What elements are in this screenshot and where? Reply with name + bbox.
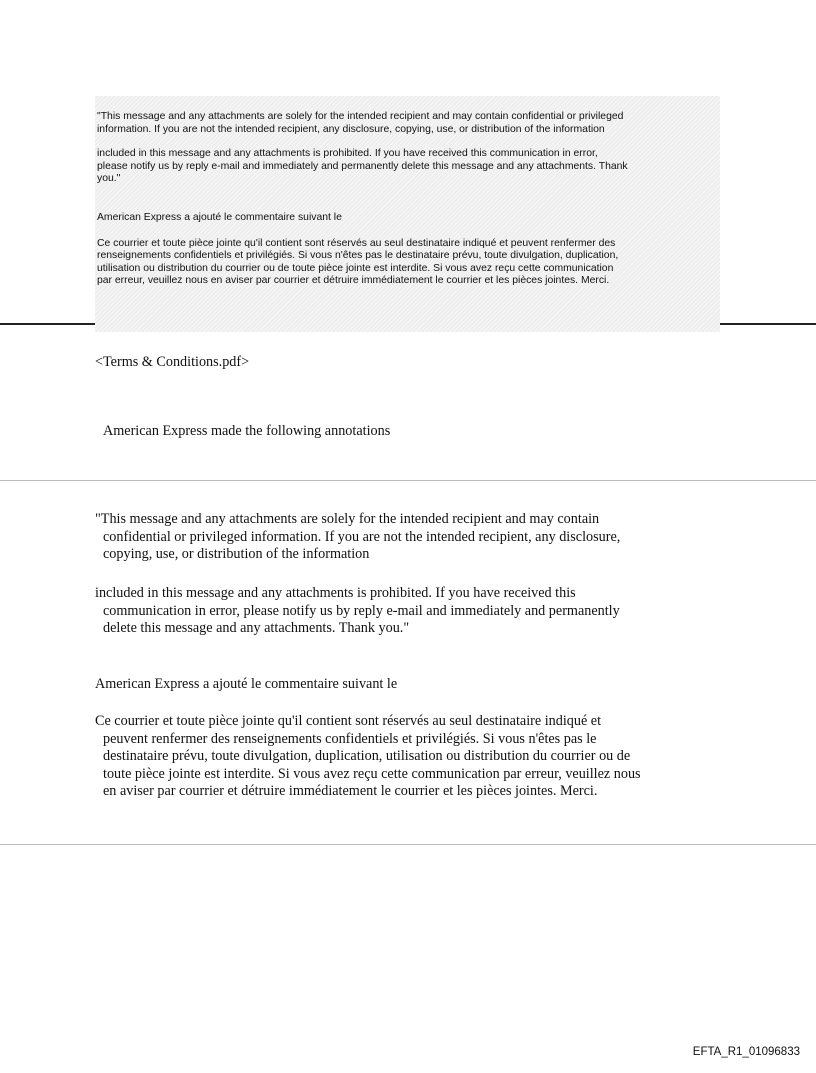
paragraph-line: peuvent renfermer des renseignements confidentiels et privilégiés. Si vous n'êtes pas le	[103, 730, 597, 747]
english-disclaimer-paragraph-1	[95, 511, 735, 564]
divider-left	[0, 323, 95, 325]
disclaimer-line: included in this message and any attachments is prohibited. If you have received this communication in error,	[97, 148, 598, 160]
french-disclaimer-line: Ce courrier et toute pièce jointe qu'il contient sont réservés au seul destinataire indiqué et peuvent renfermer des	[97, 237, 616, 249]
french-disclaimer-line: par erreur, veuillez nous en aviser par courrier et détruire immédiatement le courrier et les pièces jointes. Merci.	[97, 275, 610, 287]
divider	[0, 844, 816, 845]
shaded-disclaimer-block	[95, 96, 720, 332]
paragraph-line: confidential or privileged information. If you are not the intended recipient, any disclosure,	[103, 528, 621, 545]
paragraph-line: American Express a ajouté le commentaire suivant le	[95, 676, 398, 692]
french-comment-heading	[95, 676, 735, 694]
paragraph-line: toute pièce jointe est interdite. Si vous avez reçu cette communication par erreur, veuillez nous	[103, 765, 641, 782]
french-disclaimer-paragraph	[95, 713, 735, 801]
disclaimer-line: information. If you are not the intended recipient, any disclosure, copying, use, or distribution of the information	[97, 123, 605, 135]
paragraph-line: destinataire prévu, toute divulgation, duplication, utilisation ou distribution du courrier ou de	[103, 748, 631, 764]
disclaimer-line: please notify us by reply e-mail and immediately and permanently delete this message and any attachments. Thank	[97, 160, 628, 172]
attachment-name[interactable]: <Terms & Conditions.pdf>	[95, 354, 250, 370]
paragraph-line: copying, use, or distribution of the information	[103, 546, 370, 562]
disclaimer-line: you."	[97, 173, 121, 185]
paragraph-line: included in this message and any attachments is prohibited. If you have received this	[95, 585, 576, 601]
english-disclaimer-paragraph-2	[95, 585, 735, 638]
paragraph-line: "This message and any attachments are solely for the intended recipient and may contain	[95, 511, 600, 527]
disclaimer-line: "This message and any attachments are solely for the intended recipient and may contain confidential or privileged	[97, 111, 624, 122]
french-comment-heading: American Express a ajouté le commentaire suivant le	[97, 211, 342, 223]
paragraph-line: Ce courrier et toute pièce jointe qu'il contient sont réservés au seul destinataire indiqué et	[95, 713, 602, 729]
french-disclaimer-line: utilisation ou distribution du courrier ou de toute pièce jointe est interdite. Si vous avez reçu cette communication	[97, 262, 614, 274]
divider	[0, 480, 816, 481]
paragraph-line: delete this message and any attachments. Thank you."	[103, 620, 410, 636]
annotation-heading: American Express made the following annotations	[103, 423, 391, 439]
paragraph-line: en aviser par courrier et détruire immédiatement le courrier et les pièces jointes. Merci.	[103, 783, 598, 799]
paragraph-line: communication in error, please notify us by reply e-mail and immediately and permanently	[103, 602, 620, 619]
document-id: EFTA_R1_01096833	[692, 1046, 800, 1058]
french-disclaimer-line: renseignements confidentiels et privilégiés. Si vous n'êtes pas le destinataire prévu, toute divulgation, duplication,	[97, 250, 619, 262]
divider-right	[720, 323, 816, 325]
